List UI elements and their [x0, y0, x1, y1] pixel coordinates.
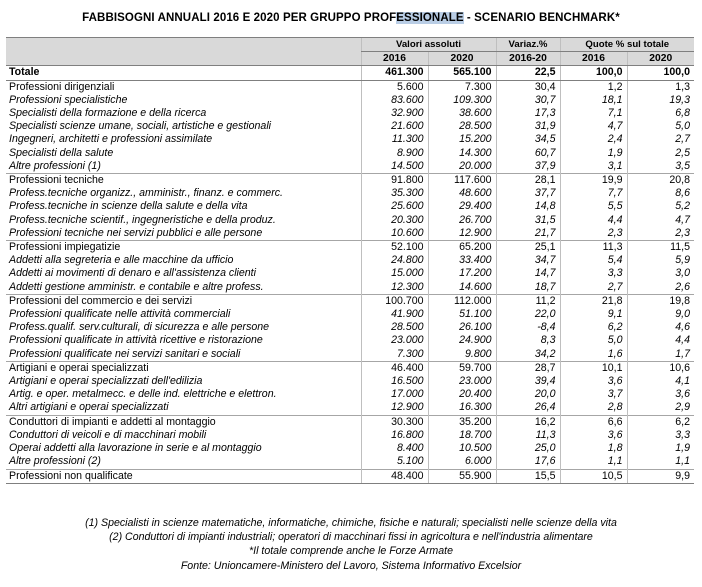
value-2016: 25.600	[361, 200, 428, 213]
sub-row	[6, 308, 694, 321]
row-label: Professioni tecniche nei servizi pubblici e alle persone	[9, 226, 263, 239]
row-label: Professioni specialistiche	[9, 93, 128, 106]
value-2016: 16.500	[361, 375, 428, 388]
header-blank-2	[6, 52, 361, 66]
value-2020: 20.400	[428, 388, 496, 401]
value-2016: 12.900	[361, 401, 428, 415]
share-2016: 2,3	[560, 227, 627, 241]
share-2016: 1,9	[560, 147, 627, 160]
value-2016: 12.300	[361, 281, 428, 295]
value-2020: 20.000	[428, 160, 496, 174]
value-2016: 17.000	[361, 388, 428, 401]
group-row	[6, 174, 694, 188]
title-part-2: - SCENARIO BENCHMARK*	[463, 12, 620, 24]
row-label: Specialisti della salute	[9, 146, 114, 159]
share-2016: 3,6	[560, 375, 627, 388]
variation: 25,0	[496, 442, 560, 455]
value-2016: 14.500	[361, 160, 428, 174]
share-2020: 6,2	[627, 415, 694, 429]
variation: 37,9	[496, 160, 560, 174]
share-2020: 3,3	[627, 429, 694, 442]
group-row	[6, 80, 694, 94]
value-2020: 112.000	[428, 294, 496, 308]
variation: 25,1	[496, 241, 560, 255]
share-2020: 11,5	[627, 241, 694, 255]
share-2016: 4,4	[560, 214, 627, 227]
variation: 8,3	[496, 334, 560, 347]
share-2020: 4,4	[627, 334, 694, 347]
value-2016: 35.300	[361, 187, 428, 200]
row-label: Professioni qualificate nei servizi sanitari e sociali	[9, 347, 241, 360]
value-2020: 26.100	[428, 321, 496, 334]
value-2016: 23.000	[361, 334, 428, 347]
value-2016: 5.600	[361, 80, 428, 94]
group-row	[6, 469, 694, 483]
header-share-2020: 2020	[627, 52, 694, 66]
share-2020: 4,7	[627, 214, 694, 227]
value-2016: 91.800	[361, 174, 428, 188]
share-2016: 5,4	[560, 254, 627, 267]
sub-row	[6, 227, 694, 241]
row-label: Addetti alla segreteria e alle macchine da ufficio	[9, 254, 234, 267]
sub-row	[6, 267, 694, 280]
value-2016: 46.400	[361, 361, 428, 375]
value-2016: 30.300	[361, 415, 428, 429]
sub-row	[6, 401, 694, 415]
value-2020: 109.300	[428, 94, 496, 107]
share-2016: 10,5	[560, 469, 627, 483]
value-2020: 29.400	[428, 200, 496, 213]
share-2020: 2,7	[627, 133, 694, 146]
share-2020: 1,3	[627, 80, 694, 94]
share-2020: 9,9	[627, 469, 694, 483]
variation: 11,3	[496, 429, 560, 442]
variation: -8,4	[496, 321, 560, 334]
footnote-2: (2) Conduttori di impianti industriali; operatori di macchinari fissi in agricoltura e nell'industria alimentare	[109, 531, 593, 544]
share-2016: 3,3	[560, 267, 627, 280]
variation: 34,2	[496, 348, 560, 362]
table-title	[0, 12, 702, 24]
sub-row	[6, 214, 694, 227]
value-2016: 24.800	[361, 254, 428, 267]
row-label: Artig. e oper. metalmecc. e delle ind. elettriche e elettron.	[9, 388, 277, 401]
share-2020: 5,9	[627, 254, 694, 267]
share-2016: 21,8	[560, 294, 627, 308]
value-2020: 7.300	[428, 80, 496, 94]
share-2020: 4,1	[627, 375, 694, 388]
value-2020: 14.600	[428, 281, 496, 295]
header-period: 2016-20	[496, 52, 560, 66]
sub-row	[6, 120, 694, 133]
value-2020: 6.000	[428, 455, 496, 469]
value-2020: 16.300	[428, 401, 496, 415]
value-2016: 20.300	[361, 214, 428, 227]
share-2020: 1,1	[627, 455, 694, 469]
row-label: Professioni non qualificate	[6, 469, 361, 483]
value-2016: 8.400	[361, 442, 428, 455]
value-2020: 55.900	[428, 469, 496, 483]
sub-row	[6, 375, 694, 388]
share-2016: 2,7	[560, 281, 627, 295]
value-2020: 15.200	[428, 133, 496, 146]
header-shares: Quote % sul totale	[560, 38, 694, 52]
value-2020: 48.600	[428, 187, 496, 200]
value-2020: 26.700	[428, 214, 496, 227]
sub-row	[6, 348, 694, 362]
share-2016: 2,8	[560, 401, 627, 415]
variation: 18,7	[496, 281, 560, 295]
share-2016: 7,7	[560, 187, 627, 200]
header-blank	[6, 38, 361, 52]
value-2020: 14.300	[428, 147, 496, 160]
row-label: Addetti ai movimenti di denaro e all'assistenza clienti	[9, 267, 256, 280]
value-2020: 18.700	[428, 429, 496, 442]
value-2016: 5.100	[361, 455, 428, 469]
header-absolute-values: Valori assoluti	[361, 38, 496, 52]
row-label: Ingegneri, architetti e professioni assimilate	[9, 133, 213, 146]
source-note: Fonte: Unioncamere-Ministero del Lavoro, Sistema Informativo Excelsior	[180, 559, 522, 572]
footnote-total: *Il totale comprende anche le Forze Armate	[249, 545, 453, 558]
share-2020: 10,6	[627, 361, 694, 375]
value-2016: 41.900	[361, 308, 428, 321]
row-label: Altri artigiani e operai specializzati	[9, 401, 169, 414]
row-label: Professioni qualificate nelle attività commerciali	[9, 308, 231, 321]
value-2020: 565.100	[428, 66, 496, 80]
value-2016: 8.900	[361, 147, 428, 160]
variation: 37,7	[496, 187, 560, 200]
group-row	[6, 241, 694, 255]
share-2016: 1,2	[560, 80, 627, 94]
value-2020: 65.200	[428, 241, 496, 255]
share-2016: 11,3	[560, 241, 627, 255]
value-2020: 17.200	[428, 267, 496, 280]
sub-row	[6, 200, 694, 213]
share-2020: 1,7	[627, 348, 694, 362]
value-2020: 9.800	[428, 348, 496, 362]
group-row	[6, 361, 694, 375]
row-label: Altre professioni (2)	[9, 455, 101, 468]
row-label: Specialisti scienze umane, sociali, artistiche e gestionali	[9, 120, 272, 133]
variation: 11,2	[496, 294, 560, 308]
share-2016: 1,8	[560, 442, 627, 455]
variation: 17,6	[496, 455, 560, 469]
share-2020: 20,8	[627, 174, 694, 188]
share-2020: 5,0	[627, 120, 694, 133]
total-row	[6, 66, 694, 80]
value-2016: 7.300	[361, 348, 428, 362]
share-2020: 8,6	[627, 187, 694, 200]
share-2016: 10,1	[560, 361, 627, 375]
value-2020: 10.500	[428, 442, 496, 455]
share-2016: 3,6	[560, 429, 627, 442]
share-2020: 3,5	[627, 160, 694, 174]
sub-row	[6, 133, 694, 146]
sub-row	[6, 254, 694, 267]
share-2016: 3,1	[560, 160, 627, 174]
sub-row	[6, 321, 694, 334]
header-year-2020: 2020	[428, 52, 496, 66]
sub-row	[6, 160, 694, 174]
value-2016: 100.700	[361, 294, 428, 308]
variation: 14,8	[496, 200, 560, 213]
table-header	[6, 38, 694, 66]
row-label: Professioni impiegatizie	[6, 241, 361, 255]
value-2020: 59.700	[428, 361, 496, 375]
variation: 21,7	[496, 227, 560, 241]
value-2020: 117.600	[428, 174, 496, 188]
row-label: Professioni dirigenziali	[6, 80, 361, 94]
share-2016: 2,4	[560, 133, 627, 146]
variation: 20,0	[496, 388, 560, 401]
group-row	[6, 415, 694, 429]
row-label: Altre professioni (1)	[9, 159, 101, 172]
row-label: Totale	[6, 66, 361, 80]
share-2020: 2,6	[627, 281, 694, 295]
variation: 60,7	[496, 147, 560, 160]
value-2016: 21.600	[361, 120, 428, 133]
share-2020: 100,0	[627, 66, 694, 80]
header-share-2016: 2016	[560, 52, 627, 66]
value-2016: 32.900	[361, 107, 428, 120]
variation: 15,5	[496, 469, 560, 483]
variation: 26,4	[496, 401, 560, 415]
row-label: Specialisti della formazione e della ricerca	[9, 107, 207, 120]
variation: 39,4	[496, 375, 560, 388]
footnote-1: (1) Specialisti in scienze matematiche, informatiche, chimiche, fisiche e naturali; specialisti nelle scienze della vita	[85, 517, 617, 529]
share-2020: 1,9	[627, 442, 694, 455]
variation: 30,4	[496, 80, 560, 94]
variation: 34,7	[496, 254, 560, 267]
footnotes	[0, 516, 702, 573]
variation: 34,5	[496, 133, 560, 146]
header-year-2016: 2016	[361, 52, 428, 66]
row-label: Professioni del commercio e dei servizi	[6, 294, 361, 308]
share-2020: 2,3	[627, 227, 694, 241]
sub-row	[6, 147, 694, 160]
variation: 14,7	[496, 267, 560, 280]
row-label: Addetti gestione amministr. e contabile e altre profess.	[9, 280, 264, 293]
variation: 31,5	[496, 214, 560, 227]
variation: 28,1	[496, 174, 560, 188]
variation: 31,9	[496, 120, 560, 133]
value-2016: 16.800	[361, 429, 428, 442]
share-2020: 2,9	[627, 401, 694, 415]
value-2016: 28.500	[361, 321, 428, 334]
share-2016: 9,1	[560, 308, 627, 321]
share-2020: 3,0	[627, 267, 694, 280]
share-2016: 18,1	[560, 94, 627, 107]
share-2020: 6,8	[627, 107, 694, 120]
title-part-1: FABBISOGNI ANNUALI 2016 E 2020 PER GRUPPO PROF	[82, 12, 397, 24]
row-label: Profess.tecniche in scienze della salute e della vita	[9, 200, 248, 213]
share-2016: 5,0	[560, 334, 627, 347]
share-2020: 3,6	[627, 388, 694, 401]
variation: 28,7	[496, 361, 560, 375]
share-2020: 4,6	[627, 321, 694, 334]
title-highlight: ESSIONALE	[396, 12, 464, 24]
value-2020: 51.100	[428, 308, 496, 321]
sub-row	[6, 429, 694, 442]
share-2016: 4,7	[560, 120, 627, 133]
value-2020: 24.900	[428, 334, 496, 347]
share-2016: 3,7	[560, 388, 627, 401]
row-label: Artigiani e operai specializzati dell'edilizia	[9, 375, 203, 388]
share-2016: 7,1	[560, 107, 627, 120]
share-2016: 6,2	[560, 321, 627, 334]
share-2016: 19,9	[560, 174, 627, 188]
value-2020: 12.900	[428, 227, 496, 241]
row-label: Profess.tecniche scientif., ingegneristiche e della produz.	[9, 213, 276, 226]
row-label: Profess.tecniche organizz., amministr., finanz. e commerc.	[9, 187, 283, 200]
value-2016: 52.100	[361, 241, 428, 255]
variation: 30,7	[496, 94, 560, 107]
sub-row	[6, 334, 694, 347]
row-label: Profess.qualif. serv.culturali, di sicurezza e alle persone	[9, 321, 270, 334]
variation: 22,5	[496, 66, 560, 80]
share-2020: 5,2	[627, 200, 694, 213]
share-2020: 2,5	[627, 147, 694, 160]
share-2016: 1,6	[560, 348, 627, 362]
share-2016: 1,1	[560, 455, 627, 469]
row-label: Professioni qualificate in attività ricettive e ristorazione	[9, 334, 263, 347]
value-2016: 10.600	[361, 227, 428, 241]
variation: 17,3	[496, 107, 560, 120]
value-2016: 15.000	[361, 267, 428, 280]
row-label: Operai addetti alla lavorazione in serie e al montaggio	[9, 442, 262, 455]
share-2020: 19,3	[627, 94, 694, 107]
row-label: Artigiani e operai specializzati	[6, 361, 361, 375]
value-2016: 461.300	[361, 66, 428, 80]
header-variation: Variaz.%	[496, 38, 560, 52]
row-label: Conduttori di impianti e addetti al montaggio	[6, 415, 361, 429]
sub-row	[6, 94, 694, 107]
row-label: Conduttori di veicoli e di macchinari mobili	[9, 428, 207, 441]
sub-row	[6, 388, 694, 401]
share-2016: 6,6	[560, 415, 627, 429]
share-2016: 5,5	[560, 200, 627, 213]
value-2016: 48.400	[361, 469, 428, 483]
variation: 16,2	[496, 415, 560, 429]
share-2020: 9,0	[627, 308, 694, 321]
value-2020: 38.600	[428, 107, 496, 120]
sub-row	[6, 455, 694, 469]
value-2020: 28.500	[428, 120, 496, 133]
value-2016: 11.300	[361, 133, 428, 146]
group-row	[6, 294, 694, 308]
sub-row	[6, 187, 694, 200]
row-label: Professioni tecniche	[6, 174, 361, 188]
sub-row	[6, 281, 694, 295]
share-2020: 19,8	[627, 294, 694, 308]
value-2016: 83.600	[361, 94, 428, 107]
data-table	[6, 37, 694, 484]
value-2020: 33.400	[428, 254, 496, 267]
table-body	[6, 66, 694, 483]
share-2016: 100,0	[560, 66, 627, 80]
sub-row	[6, 442, 694, 455]
variation: 22,0	[496, 308, 560, 321]
sub-row	[6, 107, 694, 120]
value-2020: 23.000	[428, 375, 496, 388]
value-2020: 35.200	[428, 415, 496, 429]
